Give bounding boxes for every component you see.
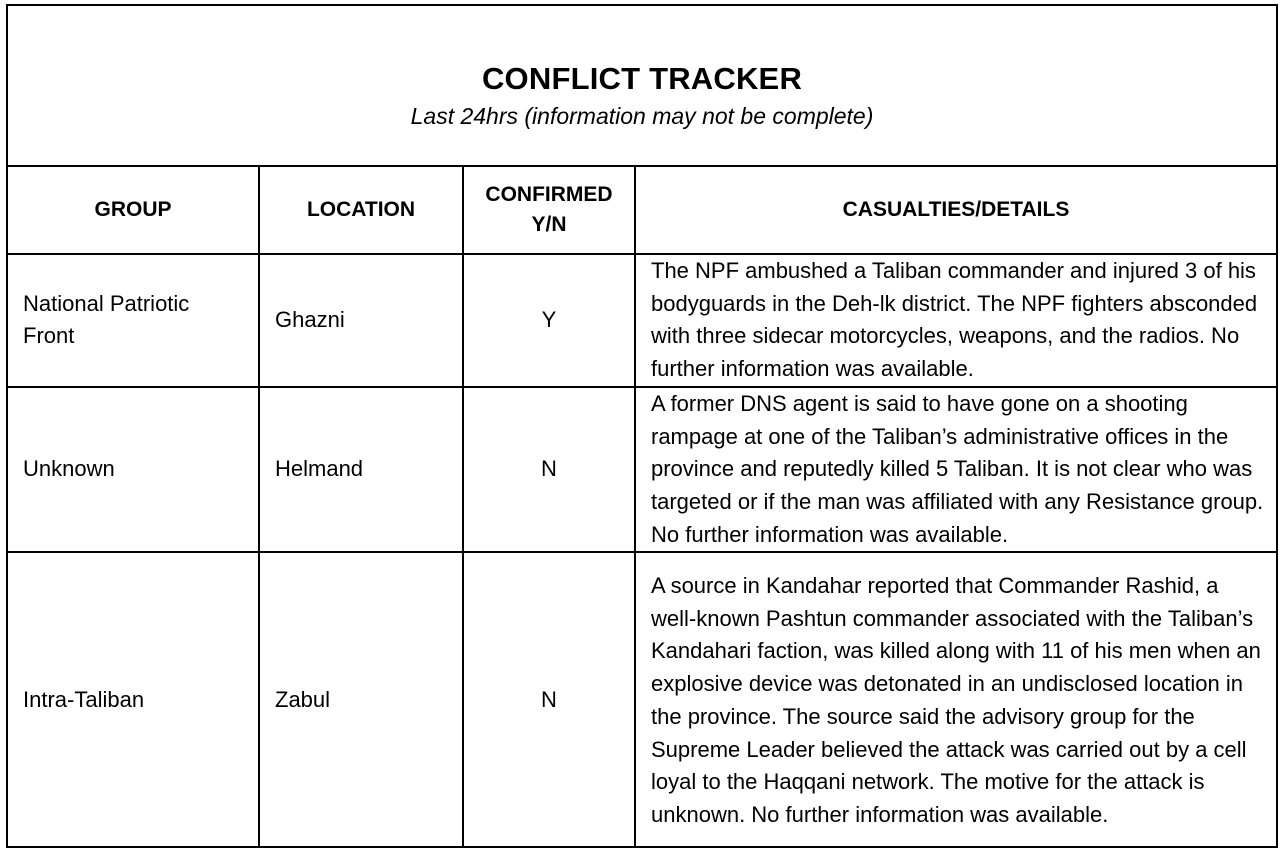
column-header-location: LOCATION: [259, 167, 463, 254]
cell-confirmed: N: [463, 552, 635, 848]
table-row: [8, 552, 1276, 848]
cell-location: Zabul: [259, 552, 463, 848]
cell-details: The NPF ambushed a Taliban commander and injured 3 of his bodyguards in the Deh-lk district. The NPF fighters absconded with three sidecar motorcycles, weapons, and the radios. No further information was available.: [635, 254, 1276, 387]
cell-details: A former DNS agent is said to have gone on a shooting rampage at one of the Taliban’s administrative offices in the province and reputedly killed 5 Taliban. It is not clear who was targeted or if the man was affiliated with any Resistance group. No further information was available.: [635, 387, 1276, 553]
table-header-row: [8, 167, 1276, 254]
conflict-tracker-document: [6, 4, 1278, 848]
column-header-confirmed-line1: CONFIRMED: [485, 183, 613, 206]
table-row: [8, 387, 1276, 553]
cell-details: A source in Kandahar reported that Commander Rashid, a well-known Pashtun commander associated with the Taliban’s Kandahari faction, was killed along with 11 of his men when an explosive device was detonated in an undisclosed location in the province. The source said the advisory group for the Supreme Leader believed the attack was carried out by a cell loyal to the Haqqani network. The motive for the attack is unknown. No further information was available.: [651, 573, 1261, 827]
column-header-confirmed-line2: Y/N: [531, 213, 567, 236]
column-header-confirmed: [463, 167, 635, 254]
tracker-header: [8, 6, 1276, 167]
cell-location: Helmand: [259, 387, 463, 553]
page-subtitle: Last 24hrs (information may not be complete): [410, 103, 874, 129]
cell-confirmed: N: [463, 387, 635, 553]
page-title: CONFLICT TRACKER: [481, 61, 803, 96]
column-header-group: GROUP: [8, 167, 259, 254]
cell-group: Intra-Taliban: [8, 552, 259, 848]
conflict-table: [8, 167, 1276, 848]
cell-location: Ghazni: [259, 254, 463, 387]
cell-group: National Patriotic Front: [8, 254, 259, 387]
table-row: [8, 254, 1276, 387]
cell-confirmed: Y: [463, 254, 635, 387]
column-header-details: CASUALTIES/DETAILS: [635, 167, 1276, 254]
cell-group: Unknown: [8, 387, 259, 553]
